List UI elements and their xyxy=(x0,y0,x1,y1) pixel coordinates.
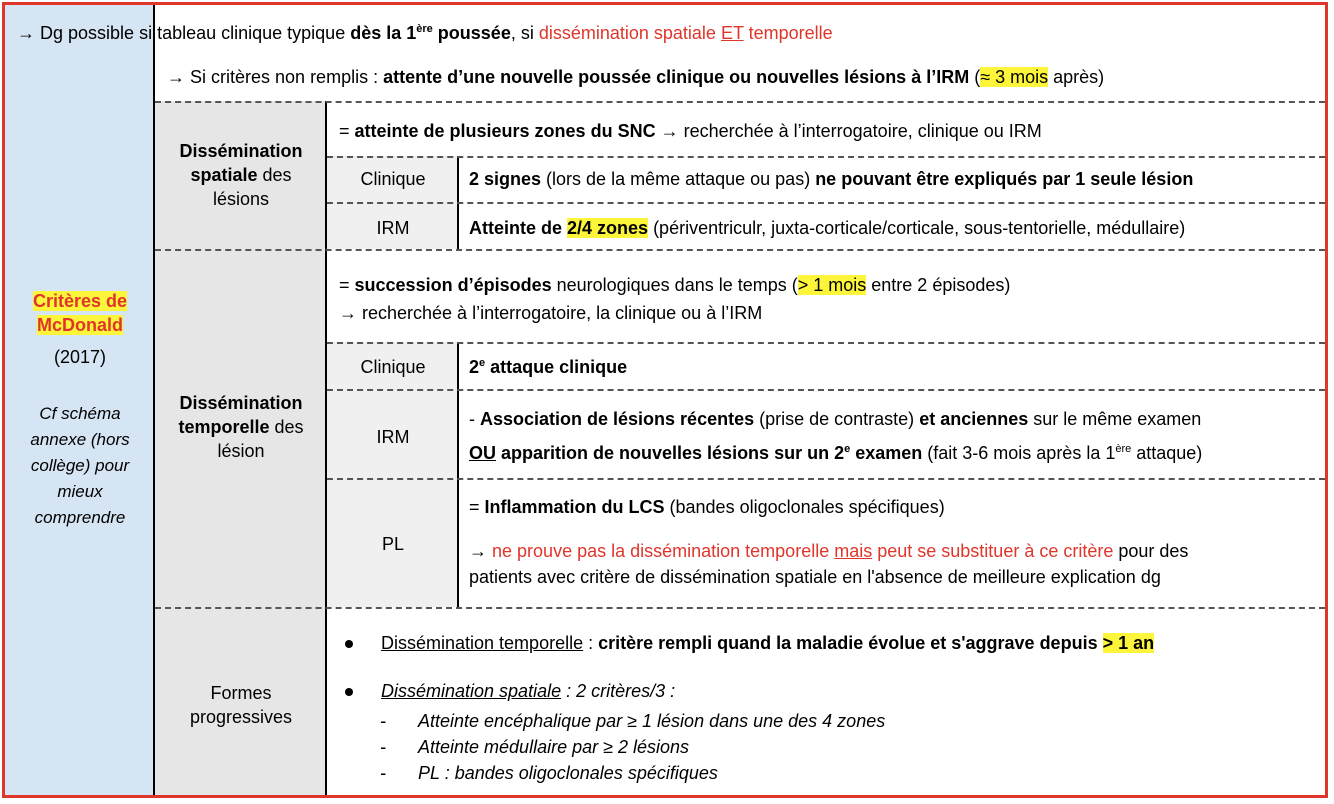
temporal-clinique-text: 2e attaque clinique xyxy=(469,357,628,377)
divider xyxy=(155,101,1325,103)
progressive-sub-item: - Atteinte médullaire par ≥ 2 lésions xyxy=(380,737,690,757)
temporal-irm-line-1: - Association de lésions récentes (prise de contraste) et anciennes sur le même examen xyxy=(469,409,1202,429)
divider xyxy=(327,202,1325,204)
temporal-irm-line-2: OU apparition de nouvelles lésions sur un 2e examen (fait 3-6 mois après la 1ère attaque) xyxy=(469,443,1203,463)
spatial-irm-label: IRM xyxy=(376,218,410,238)
intro-line-1: → Dg possible si tableau clinique typique dès la 1ère poussée, si dissémination spatiale ET temporelle xyxy=(17,23,833,43)
intro-line-2: → Si critères non remplis : attente d’une nouvelle poussée clinique ou nouvelles lésions à l’IRM (≈ 3 mois après) xyxy=(167,67,1105,87)
temporal-sub-cells xyxy=(327,342,459,607)
criteria-title: Critères de McDonald xyxy=(32,291,128,335)
temporal-pl-line-3: patients avec critère de dissémination spatiale en l'absence de meilleure explication dg xyxy=(469,567,1161,587)
temporal-irm-label: IRM xyxy=(376,427,410,447)
divider xyxy=(327,156,1325,158)
temporal-definition: = succession d’épisodes neurologiques dans le temps (> 1 mois entre 2 épisodes) xyxy=(339,275,1011,295)
temporal-definition-2: → recherchée à l’interrogatoire, la clinique ou à l’IRM xyxy=(339,303,763,323)
temporal-pl-line-1: = Inflammation du LCS (bandes oligoclonales spécifiques) xyxy=(469,497,945,517)
spatial-definition: = atteinte de plusieurs zones du SNC → recherchée à l’interrogatoire, clinique ou IRM xyxy=(339,121,1042,141)
spatial-heading: Dissémination spatiale des lésions xyxy=(179,141,303,209)
divider xyxy=(155,607,1325,609)
bullet-icon xyxy=(345,640,353,648)
divider xyxy=(327,389,1325,391)
criteria-note: Cf schéma annexe (hors collège) pour mieux comprendre xyxy=(30,404,130,527)
temporal-pl-label: PL xyxy=(381,534,405,554)
divider xyxy=(327,342,1325,344)
spatial-irm-text: Atteinte de 2/4 zones (périventriculr, juxta-corticale/corticale, sous-tentorielle, médullaire) xyxy=(469,218,1186,238)
temporal-pl-line-2: → ne prouve pas la dissémination temporelle mais peut se substituer à ce critère pour des xyxy=(469,541,1189,561)
divider xyxy=(155,249,1325,251)
mcdonald-criteria-table xyxy=(2,2,1328,798)
progressive-sub-item: - Atteinte encéphalique par ≥ 1 lésion dans une des 4 zones xyxy=(380,711,886,731)
progressive-sub-item: - PL : bandes oligoclonales spécifiques xyxy=(380,763,718,783)
temporal-heading: Dissémination temporelle des lésion xyxy=(178,393,304,461)
progressive-bullet-1: Dissémination temporelle : critère rempli quand la maladie évolue et s'aggrave depuis > 1 an xyxy=(345,631,1154,655)
bullet-icon xyxy=(345,688,353,696)
progressive-heading: Formes progressives xyxy=(189,683,293,727)
temporal-clinique-label: Clinique xyxy=(360,357,426,377)
criteria-year: (2017) xyxy=(53,347,107,367)
spatial-clinique-label: Clinique xyxy=(360,169,426,189)
spatial-clinique-text: 2 signes (lors de la même attaque ou pas) ne pouvant être expliqués par 1 seule lésion xyxy=(469,169,1194,189)
progressive-bullet-2: Dissémination spatiale : 2 critères/3 : xyxy=(345,679,675,703)
left-header-column xyxy=(5,5,155,795)
divider xyxy=(327,478,1325,480)
